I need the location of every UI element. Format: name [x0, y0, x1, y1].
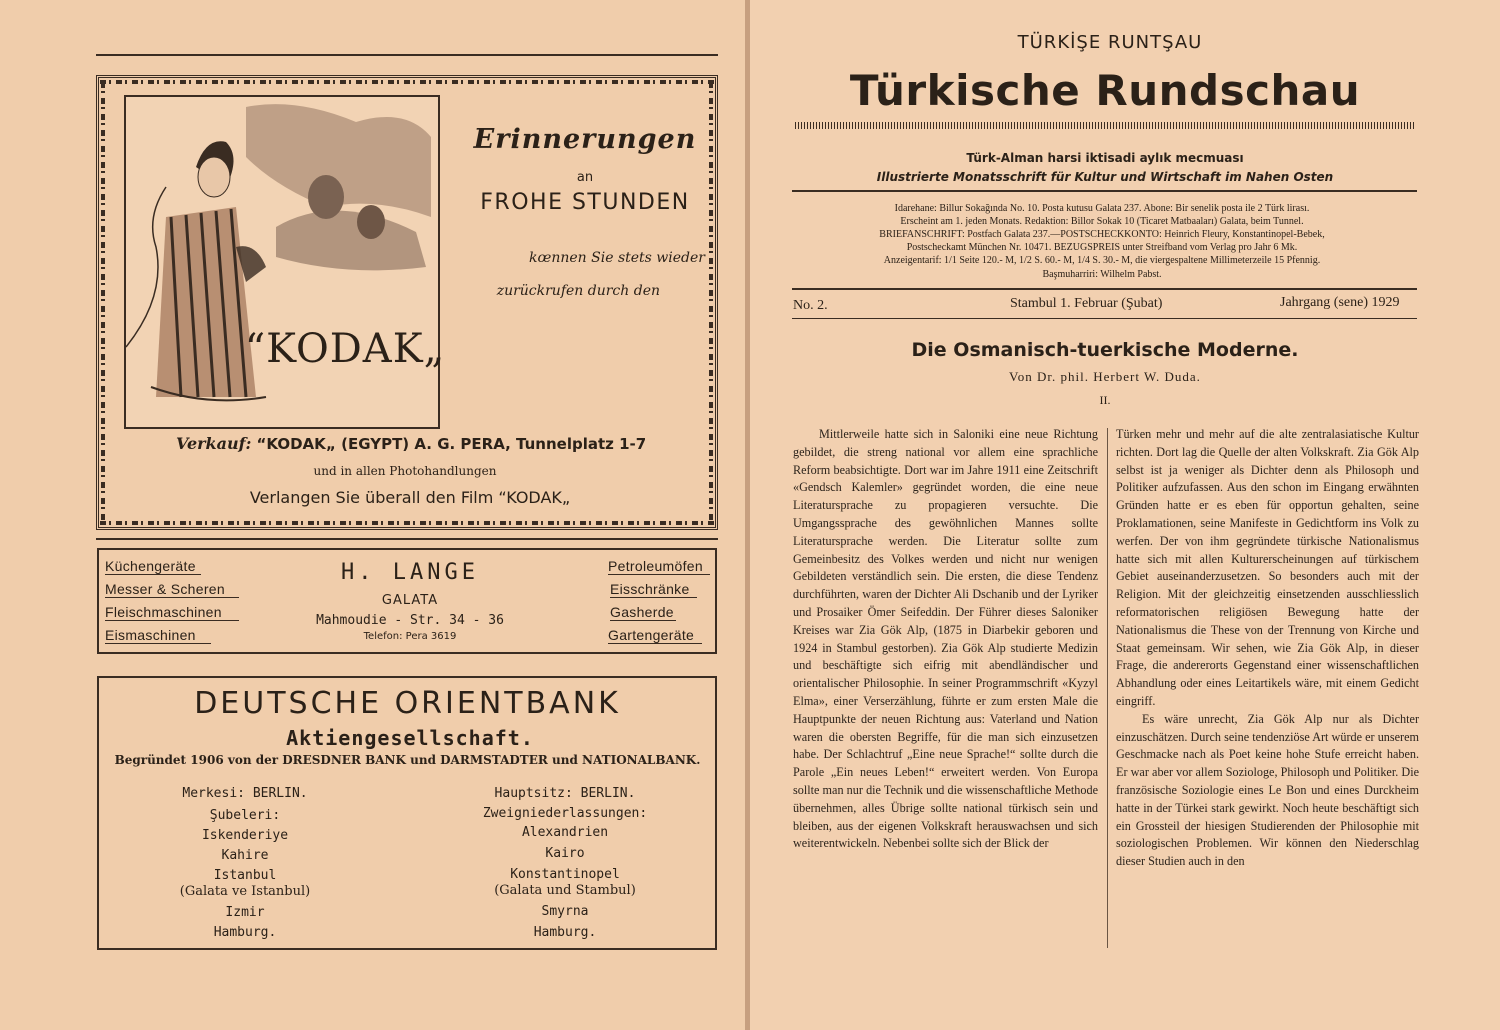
article-author: Von Dr. phil. Herbert W. Duda.: [1009, 369, 1201, 384]
bank-right-line: Zweigniederlassungen:: [482, 806, 648, 821]
lange-city: GALATA: [381, 593, 439, 608]
bank-right-line: Kairo: [545, 846, 585, 861]
masthead-rule: [795, 122, 1415, 129]
tagline-tr: Türk-Alman harsi iktisadi aylık mecmuası: [966, 151, 1244, 165]
lange-left-item: Küchengeräte: [105, 558, 201, 575]
bank-title: DEUTSCHE ORIENTBANK: [194, 686, 621, 721]
masthead: Türkische Rundschau: [849, 66, 1361, 115]
bank-left-line: Merkesi: BERLIN.: [182, 786, 308, 801]
bank-subtitle: Aktiengesellschaft.: [286, 726, 534, 750]
lange-phone: Telefon: Pera 3619: [363, 631, 457, 642]
imprint-line: Postscheckamt München Nr. 10471. BEZUGSPREIS unter Streifband vom Verlag pro Jahr 6 Mk.: [906, 242, 1298, 253]
lange-right-item: Eisschränke: [610, 581, 697, 598]
masthead-turkish: TÜRKİŞE RUNTŞAU: [1017, 32, 1203, 53]
article-paragraph: Mittlerweile hatte sich in Saloniki eine neue Richtung gebildet, die streng national vor allem eine sprachliche Reform beabsichtigte. Dort war im Jahre 1911 eine Zeitschrift «Gendsch Kalemler» gegründet worden, die eine neue Literatursprache zu propagieren versuchte. Die Umgangssprache des gewöhnlichen Mannes sollte Literatursprache werden. Die Literatur sollte zum Gemeinbesitz des Volkes werden und nicht nur wenigen Gebildeten verständlich sein. Die ersten, die diese Tendenz durchführten, waren der Dichter Ali Dschanib und der Lyriker und Prosaiker Ömer Seifeddin. Der Führer dieses Saloniker Kreises war Zia Gök Alp, (1875 in Diarbekir geboren und 1924 in Stambul gestorben). Zia Gök Alp studierte Medizin und beschäftigte sich eifrig mit abendländischer und orientalischer Philosophie. In seiner Programmschrift «Kyzyl Elma», einer Verserzählung, führte er zum ersten Male die Hauptpunkte der neuen Richtung aus: Vaterland und Nation waren die obersten Begriffe, für die man sich einzusetzen habe. Der Schlachtruf „Eine neue Sprache!“ sollte durch die Parole „Ein neues Leben!“ erweitert werden. Von Europa sollte man nur die Technik und die wissenschaftliche Methode übernehmen, alles Übrige sollte national türkisch sein und bleiben, aus der eigenen Volkskraft herauswachsen und sich weiterentwickeln. Nebenbei sollte sich der Blick der: [793, 427, 1098, 851]
bank-right-line: Hamburg.: [533, 925, 597, 940]
bank-right-line: (Galata und Stambul): [494, 883, 636, 898]
kodak-sale-label: Verkauf:: [176, 434, 252, 453]
imprint-line: BRIEFANSCHRIFT: Postfach Galata 237.—POSTSCHECKKONTO: Heinrich Fleury, Konstantinopel-Bebek,: [879, 229, 1325, 240]
bank-left-line: Kahire: [221, 848, 269, 863]
imprint-line: Erscheint am 1. jeden Monats. Redaktion: Billor Sokak 10 (Ticaret Matbaaları) Galata, beim Tunnel.: [900, 216, 1304, 227]
article-column-2: [1116, 426, 1419, 956]
lange-name: H. LANGE: [341, 560, 479, 585]
lange-right-item: Gartengeräte: [608, 627, 702, 644]
lange-left-item: Messer & Scheren: [105, 581, 239, 598]
tagline-de: Illustrierte Monatsschrift für Kultur und Wirtschaft im Nahen Osten: [876, 170, 1334, 184]
bank-right-line: Konstantinopel: [510, 867, 620, 882]
lange-left-item: Eismaschinen: [105, 627, 211, 644]
kodak-line5: zurückrufen durch den: [496, 283, 660, 299]
imprint-line: Anzeigentarif: 1/1 Seite 120.- M, 1/2 S. 60.- M, 1/4 S. 30.- M, die viergespaltene Millimeterzeile 15 Pfennig.: [883, 255, 1321, 266]
imprint-rule-bottom: [792, 288, 1417, 290]
article-column-1: [793, 426, 1098, 956]
kodak-line4: kœnnen Sie stets wieder: [529, 250, 705, 266]
issue-year: Jahrgang (sene) 1929: [1280, 295, 1400, 310]
kodak-film: Verlangen Sie überall den Film “KODAK„: [249, 488, 571, 507]
imprint-line: Başmuharriri: Wilhelm Pabst.: [1042, 269, 1162, 280]
kodak-sub: und in allen Photohandlungen: [313, 464, 497, 478]
issue-no: No. 2.: [793, 298, 828, 313]
bank-founded: Begründet 1906 von der DRESDNER BANK und DARMSTADTER und NATIONALBANK.: [114, 753, 701, 767]
article-paragraph: Türken mehr und mehr auf die alte zentralasiatische Kultur richten. Dort lag die Quelle der alten Volkskraft. Zia Gök Alp selbst ist ja weniger als Dichter denn als Philosoph und Politiker aufzufassen. Aus den schon im Eingang erwähnten Gründen hatte er es eben für opportun gehalten, seine Proklamationen, seine Manifeste in Gedichtform ins Volk zu werfen. Der von ihm gegründete türkische Nationalismus hatte sich mit allen Kulturerscheinungen auf türkischem Gebiet auseinanderzusetzen. So besonders auch mit der Religion. Mit der gleichzeitig einsetzenden ausschliesslich reformatorischen religiösen Bewegung hatte der Nationalismus die These von der Trennung von Kirche und Staat gemeinsam. Wir sehen, wie Zia Gök Alp, in dieser Frage, die andererorts Gegenstand einer wissenschaftlichen Abhandlung oder eines Leitartikels wäre, mit einem Gedicht eingriff.: [1116, 427, 1419, 708]
bank-left-line: Istanbul: [213, 868, 277, 883]
imprint-rule-top: [792, 190, 1417, 192]
article-part: II.: [1099, 393, 1111, 407]
issue-rule: [792, 318, 1417, 319]
kodak-brand: “KODAK„: [244, 326, 446, 372]
separator-rule: [96, 538, 718, 540]
bank-right-line: Smyrna: [541, 904, 589, 919]
ornament-border-right: [709, 82, 713, 522]
ornament-border-bottom: [100, 521, 714, 525]
article-title: Die Osmanisch-tuerkische Moderne.: [911, 339, 1299, 361]
lange-street: Mahmoudie - Str. 34 - 36: [316, 613, 504, 628]
bank-left-line: (Galata ve Istanbul): [179, 884, 311, 899]
bank-left-line: Iskenderiye: [201, 828, 289, 843]
bank-left-line: Hamburg.: [213, 925, 277, 940]
issue-date: Stambul 1. Februar (Şubat): [1010, 296, 1163, 311]
column-divider: [1107, 428, 1108, 948]
kodak-line1: Erinnerungen: [473, 124, 697, 155]
bank-left-line: Izmir: [225, 905, 265, 920]
lange-right-item: Petroleumöfen: [608, 558, 710, 575]
top-rule: [96, 54, 718, 56]
ornament-border-top: [100, 80, 714, 84]
lange-left-item: Fleischmaschinen: [105, 604, 239, 621]
kodak-line2: an: [576, 170, 594, 185]
kodak-sale-text: “KODAK„ (EGYPT) A. G. PERA, Tunnelplatz 1-7: [256, 435, 647, 453]
imprint-line: Idarehane: Billur Sokağında No. 10. Posta kutusu Galata 237. Abone: Bir senelik posta ile 2 Türk lirası.: [894, 203, 1310, 214]
bank-right-line: Alexandrien: [521, 825, 609, 840]
left-page: [0, 0, 745, 1030]
kodak-sale-line: [176, 434, 646, 453]
picnic-illustration: [124, 95, 440, 429]
ornament-border-left: [101, 82, 105, 522]
article-paragraph: Es wäre unrecht, Zia Gök Alp nur als Dichter einzuschätzen. Durch seine tendenziöse Art würde er unserem Geschmacke nach als Poet keine hohe Stufe erreicht haben. Er war aber vor allem Soziologe, Philosoph und Politiker. Die französische Soziologie eines Le Bon und eines Durckheim hatte in der Türkei stark gewirkt. Noch heute beschäftigt sich ein Grossteil der hiesigen Studierenden der Philosophie mit soziologischen Problemen. Wir können den Niederschlag dieser Studien auch in den: [1116, 711, 1419, 869]
bank-right-line: Hauptsitz: BERLIN.: [494, 786, 636, 801]
bank-left-line: Şubeleri:: [209, 808, 281, 823]
lange-right-item: Gasherde: [610, 604, 676, 621]
kodak-line3: FROHE STUNDEN: [480, 190, 690, 215]
